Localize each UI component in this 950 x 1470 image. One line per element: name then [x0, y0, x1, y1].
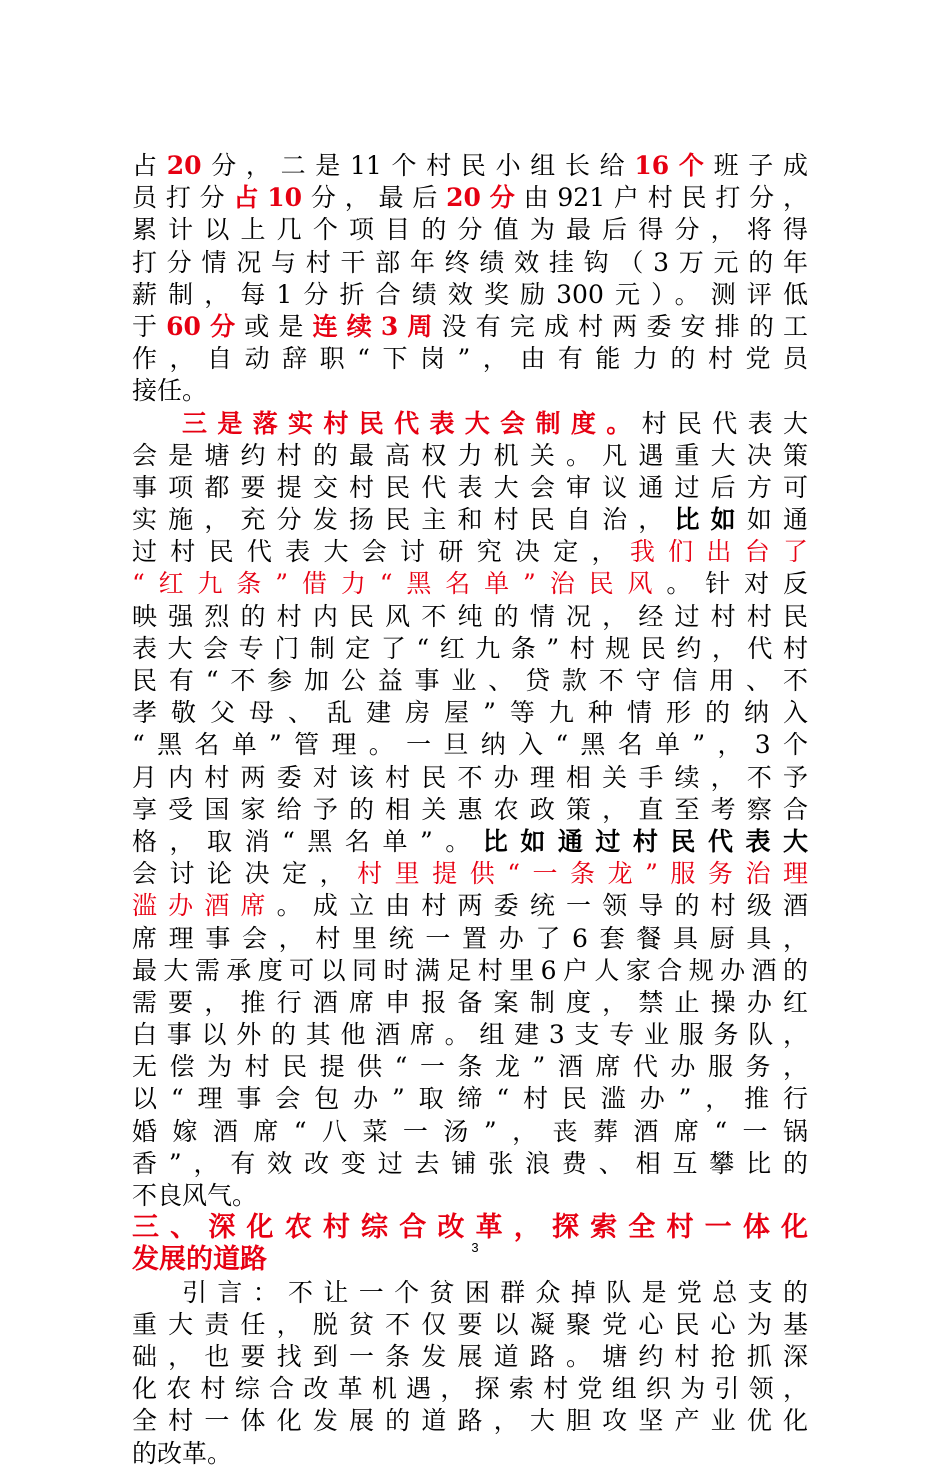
text-line	[132, 1373, 808, 1405]
text-line	[132, 987, 808, 1019]
document-page	[132, 150, 808, 1470]
text-segment: 过村民代表大会讨研究决定，	[132, 537, 630, 567]
text-segment: 事项都要提交村民代表大会审议通过后方可	[132, 472, 808, 502]
text-line	[132, 729, 808, 761]
highlighted-text: 三是落实村民代表大会制度。	[182, 408, 642, 438]
text-line	[132, 858, 808, 890]
paragraph-introduction	[132, 1277, 808, 1470]
text-segment: 打分情况与村干部年终绩效挂钩（3万元的年	[132, 247, 808, 277]
text-segment: 的改革。	[132, 1438, 233, 1468]
text-segment: 或是	[244, 311, 313, 341]
text-line	[132, 375, 808, 407]
text-segment: 引言：不让一个贫困群众掉队是党总支的	[182, 1277, 808, 1307]
text-segment: 白事以外的其他酒席。组建3支专业服务队，	[132, 1020, 808, 1050]
text-line	[132, 665, 808, 697]
highlighted-text: 村里提供“一条龙”服务治理	[357, 859, 808, 889]
text-line	[132, 408, 808, 440]
text-line	[132, 1180, 808, 1212]
text-segment: 。针对反	[666, 569, 808, 599]
highlighted-text: “红九条”借力“黑名单”治民风	[132, 569, 667, 599]
text-segment: 月内村两委对该村民不办理相关手续，不予	[132, 762, 808, 792]
text-segment: 全村一体化发展的道路，大胆攻坚产业优化	[132, 1406, 808, 1436]
text-segment: 村民代表大	[641, 408, 808, 438]
text-line	[132, 1341, 808, 1373]
text-line	[132, 890, 808, 922]
text-segment: 分，最后	[302, 183, 447, 213]
text-segment: 班子成	[713, 151, 808, 180]
paragraph-scoring	[132, 150, 808, 408]
text-segment: 实施，充分发扬民主和村民自治，	[132, 505, 675, 535]
text-line	[132, 697, 808, 729]
text-segment: “黑名单”管理。一旦纳入“黑名单”，3个	[132, 730, 808, 760]
text-segment: 比如通过村民代表大	[482, 826, 808, 856]
text-segment: 席理事会，村里统一置办了6套餐具厨具，	[132, 923, 808, 953]
text-line	[132, 440, 808, 472]
highlighted-text: 我们出台了	[629, 537, 808, 567]
text-line	[132, 1019, 808, 1051]
text-line	[132, 247, 808, 279]
text-line	[132, 214, 808, 246]
text-segment: 以“理事会包办”取缔“村民滥办”，推行	[132, 1084, 808, 1114]
text-segment: 接任。	[132, 376, 208, 406]
text-line	[132, 1438, 808, 1470]
text-segment: 由921户村民打分，	[523, 183, 808, 213]
text-line	[132, 633, 808, 665]
highlighted-text: 20	[166, 151, 202, 180]
text-segment: 格，取消“黑名单”。	[132, 826, 483, 856]
text-segment: 累计以上几个项目的分值为最后得分，将得	[132, 215, 808, 245]
text-segment: 会讨论决定，	[132, 859, 358, 889]
text-segment: 没有完成村两委安排的工	[441, 311, 808, 341]
text-segment: 础，也要找到一条发展道路。塘约村抢抓深	[132, 1341, 808, 1371]
highlighted-text: 16个	[634, 151, 714, 180]
section-heading-line-2: 发展的道路	[132, 1244, 267, 1276]
text-segment: 化农村综合改革机遇，探索村党组织为引领，	[132, 1374, 808, 1404]
text-line	[132, 536, 808, 568]
text-segment: 占	[132, 151, 167, 180]
text-segment: 不良风气。	[132, 1181, 258, 1210]
text-segment: 作，自动辞职“下岗”，由有能力的村党员	[132, 344, 808, 374]
text-line	[132, 150, 808, 182]
highlighted-text: 滥办酒席	[132, 891, 277, 921]
text-line	[132, 182, 808, 214]
text-segment: 于	[132, 311, 167, 341]
text-segment: 孝敬父母、乱建房屋”等九种情形的纳入	[132, 698, 808, 728]
text-segment: 享受国家给予的相关惠农政策，直至考察合	[132, 794, 808, 824]
text-line	[132, 279, 808, 311]
paragraph-villager-congress	[132, 408, 808, 1213]
text-segment: 如通	[746, 505, 808, 535]
text-line	[132, 504, 808, 536]
text-segment: 。成立由村两委统一领导的村级酒	[276, 891, 808, 921]
text-line	[132, 955, 808, 987]
text-segment: 会是塘约村的最高权力机关。凡遇重大决策	[132, 440, 808, 470]
section-heading-line-1: 三、深化农村综合改革，探索全村一体化	[132, 1212, 808, 1244]
text-line	[132, 568, 808, 600]
text-segment: 映强烈的村内民风不纯的情况，经过村村民	[132, 601, 808, 631]
text-line	[132, 923, 808, 955]
text-line	[132, 762, 808, 794]
highlighted-text: 连续3周	[312, 311, 442, 341]
text-segment: 比如	[674, 505, 747, 535]
text-line	[132, 826, 808, 858]
text-line	[132, 1116, 808, 1148]
text-segment: 重大责任，脱贫不仅要以凝聚党心民心为基	[132, 1309, 808, 1339]
text-segment: 婚嫁酒席“八菜一汤”，丧葬酒席“一锅	[132, 1116, 808, 1146]
text-segment: 香”，有效改变过去铺张浪费、相互攀比的	[132, 1148, 808, 1178]
text-segment: 民有“不参加公益事业、贷款不守信用、不	[132, 666, 808, 695]
highlighted-text: 60分	[166, 311, 245, 341]
highlighted-text: 20分	[446, 183, 524, 213]
text-line	[132, 1277, 808, 1309]
text-line	[132, 472, 808, 504]
text-segment: 分，二是11个村民小组长给	[201, 151, 635, 180]
text-segment: 薪制，每1分折合绩效奖励300元）。测评低	[132, 279, 808, 309]
text-segment: 无偿为村民提供“一条龙”酒席代办服务，	[132, 1052, 808, 1082]
text-line	[132, 343, 808, 375]
text-line	[132, 311, 808, 343]
text-line	[132, 1051, 808, 1083]
text-line	[132, 1309, 808, 1341]
text-line	[132, 794, 808, 826]
text-segment: 表大会专门制定了“红九条”村规民约，代村	[132, 633, 808, 663]
text-line	[132, 1083, 808, 1115]
highlighted-text: 占10	[233, 183, 303, 213]
text-line	[132, 601, 808, 633]
text-segment: 员打分	[132, 183, 234, 213]
text-line	[132, 1405, 808, 1437]
text-segment: 需要，推行酒席申报备案制度，禁止操办红	[132, 987, 808, 1017]
text-segment: 最大需承度可以同时满足村里6户人家合规办酒的	[132, 955, 808, 985]
page-number: 3	[471, 1240, 479, 1255]
text-line	[132, 1148, 808, 1180]
